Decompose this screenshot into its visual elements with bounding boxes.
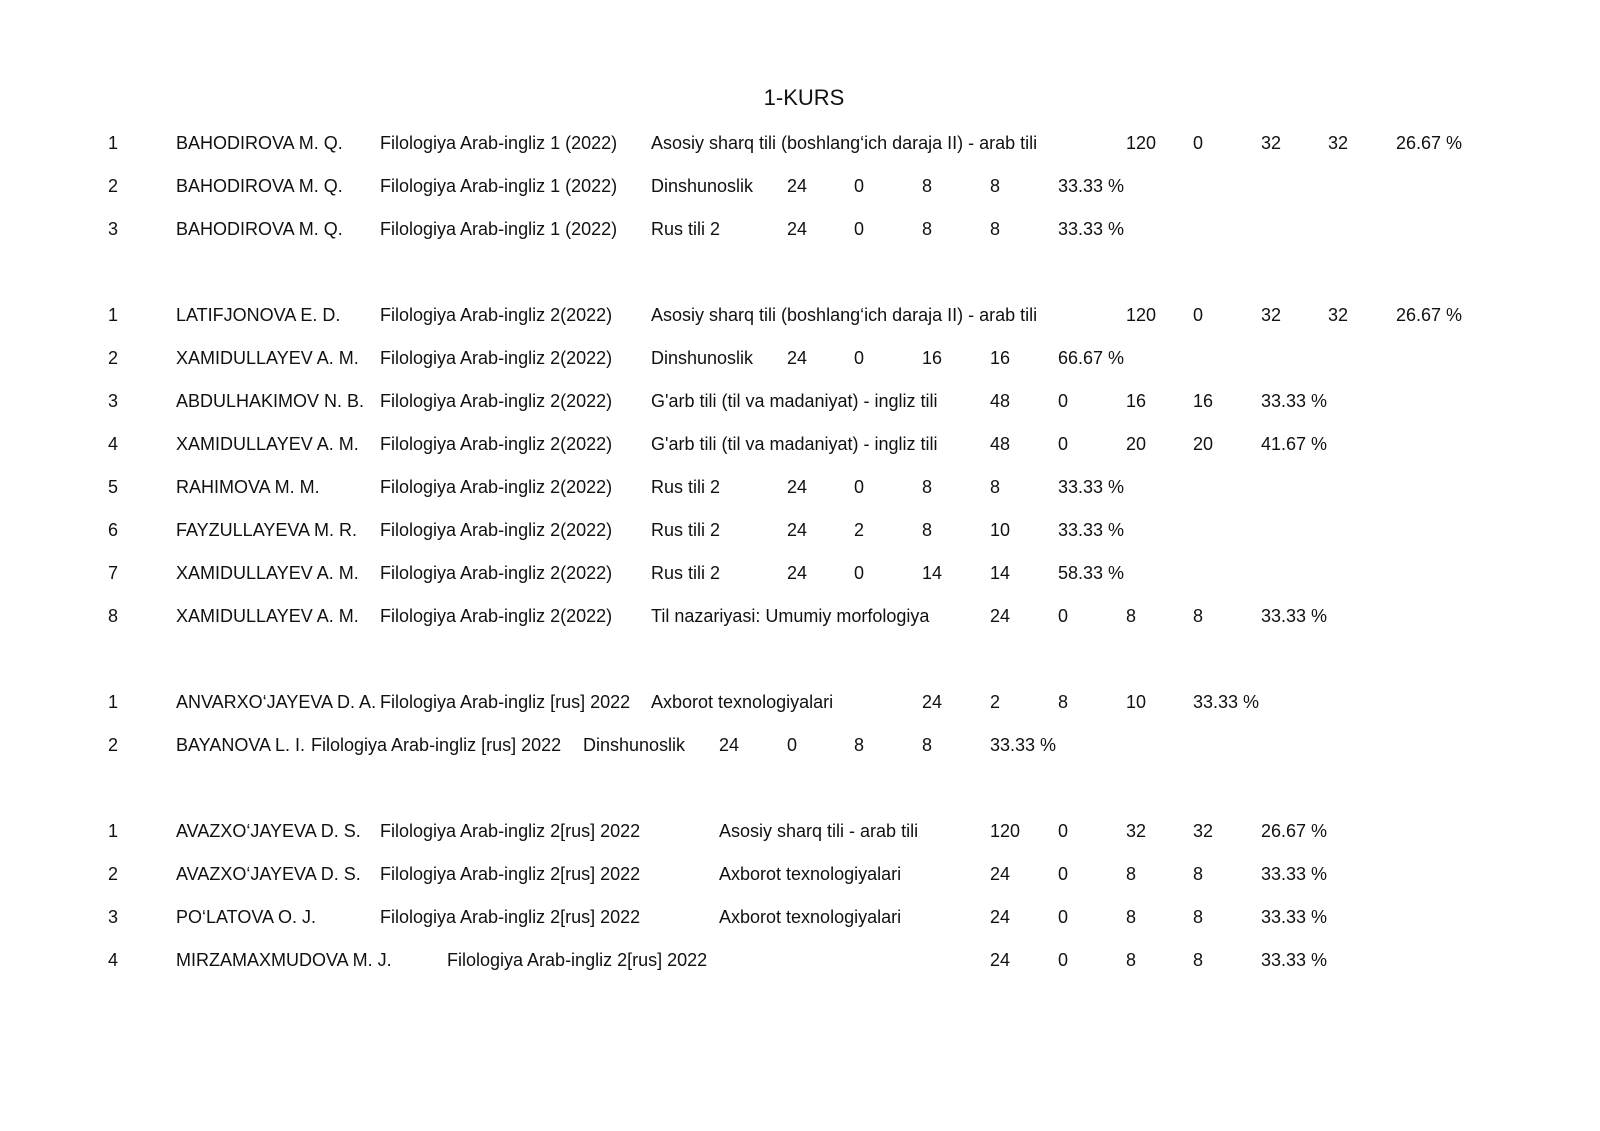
percentage: 33.33 % (1193, 692, 1260, 712)
teacher-name: PO‘LATOVA O. J. (176, 907, 317, 927)
table-row (0, 689, 1600, 715)
value-3: 8 (922, 477, 933, 497)
group-name: Filologiya Arab-ingliz 1 (2022) (380, 176, 618, 196)
value-2: 0 (1058, 864, 1069, 884)
total-hours: 120 (1126, 305, 1157, 325)
value-2: 0 (854, 176, 865, 196)
group-name: Filologiya Arab-ingliz 2[rus] 2022 (447, 950, 708, 970)
group-name: Filologiya Arab-ingliz 2(2022) (380, 520, 613, 540)
group-name: Filologiya Arab-ingliz 2(2022) (380, 563, 613, 583)
value-4: 32 (1328, 133, 1349, 153)
subject-name: Axborot texnologiyalari (719, 864, 902, 884)
value-2: 0 (1058, 821, 1069, 841)
total-hours: 24 (787, 219, 808, 239)
value-3: 8 (1126, 864, 1137, 884)
row-number: 1 (108, 305, 119, 325)
row-number: 3 (108, 907, 119, 927)
group-name: Filologiya Arab-ingliz 2[rus] 2022 (380, 864, 641, 884)
subject-name: Rus tili 2 (651, 477, 721, 497)
total-hours: 24 (719, 735, 740, 755)
subject-name: Til nazariyasi: Umumiy morfologiya (651, 606, 930, 626)
row-number: 5 (108, 477, 119, 497)
group-name: Filologiya Arab-ingliz 1 (2022) (380, 219, 618, 239)
subject-name: Dinshunoslik (651, 176, 754, 196)
subject-name: Rus tili 2 (651, 219, 721, 239)
teacher-name: BAHODIROVA M. Q. (176, 133, 343, 153)
value-4: 8 (1193, 864, 1204, 884)
value-2: 0 (854, 348, 865, 368)
teacher-name: FAYZULLAYEVA M. R. (176, 520, 358, 540)
percentage: 33.33 % (1261, 606, 1328, 626)
table-row (0, 560, 1600, 586)
subject-name: G'arb tili (til va madaniyat) - ingliz tili (651, 391, 938, 411)
table-row (0, 345, 1600, 371)
group-name: Filologiya Arab-ingliz 2(2022) (380, 305, 613, 325)
table-row (0, 818, 1600, 844)
value-4: 16 (990, 348, 1011, 368)
subject-name: Dinshunoslik (583, 735, 686, 755)
value-3: 8 (1058, 692, 1069, 712)
percentage: 33.33 % (1058, 520, 1125, 540)
table-row (0, 732, 1600, 758)
percentage: 66.67 % (1058, 348, 1125, 368)
value-2: 0 (1193, 305, 1204, 325)
page-title: 1-KURS (763, 85, 845, 110)
row-number: 8 (108, 606, 119, 626)
row-number: 2 (108, 176, 119, 196)
value-2: 0 (787, 735, 798, 755)
percentage: 58.33 % (1058, 563, 1125, 583)
table-row (0, 130, 1600, 156)
value-4: 8 (922, 735, 933, 755)
value-3: 14 (922, 563, 943, 583)
percentage: 26.67 % (1396, 305, 1463, 325)
teacher-name: XAMIDULLAYEV A. M. (176, 606, 359, 626)
value-2: 0 (854, 563, 865, 583)
subject-name: Asosiy sharq tili (boshlang‘ich daraja II) - arab tili (651, 305, 1038, 325)
total-hours: 120 (1126, 133, 1157, 153)
row-number: 2 (108, 348, 119, 368)
total-hours: 24 (990, 907, 1011, 927)
percentage: 41.67 % (1261, 434, 1328, 454)
group-name: Filologiya Arab-ingliz 2(2022) (380, 477, 613, 497)
row-number: 6 (108, 520, 119, 540)
value-2: 0 (854, 219, 865, 239)
subject-name: Rus tili 2 (651, 520, 721, 540)
total-hours: 48 (990, 391, 1011, 411)
total-hours: 24 (787, 176, 808, 196)
percentage: 33.33 % (1058, 477, 1125, 497)
subject-name: Asosiy sharq tili (boshlang‘ich daraja II) - arab tili (651, 133, 1038, 153)
value-3: 32 (1261, 305, 1282, 325)
teacher-name: ABDULHAKIMOV N. B. (176, 391, 365, 411)
value-4: 20 (1193, 434, 1214, 454)
value-3: 20 (1126, 434, 1147, 454)
table-row (0, 474, 1600, 500)
value-3: 32 (1126, 821, 1147, 841)
teacher-name: XAMIDULLAYEV A. M. (176, 434, 359, 454)
row-number: 4 (108, 434, 119, 454)
row-number: 4 (108, 950, 119, 970)
total-hours: 24 (922, 692, 943, 712)
value-3: 16 (922, 348, 943, 368)
group-name: Filologiya Arab-ingliz 2[rus] 2022 (380, 907, 641, 927)
table-row (0, 388, 1600, 414)
subject-name: Rus tili 2 (651, 563, 721, 583)
value-4: 32 (1193, 821, 1214, 841)
value-3: 8 (1126, 950, 1137, 970)
value-3: 8 (922, 219, 933, 239)
value-2: 0 (1193, 133, 1204, 153)
value-3: 8 (1126, 907, 1137, 927)
value-3: 8 (1126, 606, 1137, 626)
teacher-name: MIRZAMAXMUDOVA M. J. (176, 950, 392, 970)
row-number: 1 (108, 692, 119, 712)
subject-name: Axborot texnologiyalari (719, 907, 902, 927)
table-row (0, 302, 1600, 328)
value-2: 0 (1058, 907, 1069, 927)
value-4: 8 (1193, 950, 1204, 970)
group-name: Filologiya Arab-ingliz [rus] 2022 (311, 735, 562, 755)
table-row (0, 517, 1600, 543)
percentage: 33.33 % (1261, 950, 1328, 970)
row-number: 7 (108, 563, 119, 583)
subject-name: Axborot texnologiyalari (651, 692, 834, 712)
teacher-name: LATIFJONOVA E. D. (176, 305, 341, 325)
teacher-name: ANVARXO‘JAYEVA D. A. (176, 692, 377, 712)
row-number: 2 (108, 864, 119, 884)
percentage: 33.33 % (990, 735, 1057, 755)
value-3: 8 (922, 176, 933, 196)
row-number: 2 (108, 735, 119, 755)
table-row (0, 431, 1600, 457)
total-hours: 24 (787, 563, 808, 583)
total-hours: 24 (990, 606, 1011, 626)
group-name: Filologiya Arab-ingliz 2[rus] 2022 (380, 821, 641, 841)
teacher-name: AVAZXO‘JAYEVA D. S. (176, 864, 361, 884)
percentage: 33.33 % (1058, 219, 1125, 239)
value-2: 0 (854, 477, 865, 497)
total-hours: 48 (990, 434, 1011, 454)
value-2: 2 (854, 520, 865, 540)
total-hours: 24 (990, 864, 1011, 884)
teacher-name: XAMIDULLAYEV A. M. (176, 348, 359, 368)
value-3: 8 (854, 735, 865, 755)
teacher-name: XAMIDULLAYEV A. M. (176, 563, 359, 583)
table-row (0, 904, 1600, 930)
value-2: 0 (1058, 950, 1069, 970)
value-2: 0 (1058, 606, 1069, 626)
total-hours: 24 (787, 348, 808, 368)
value-4: 14 (990, 563, 1011, 583)
percentage: 33.33 % (1261, 391, 1328, 411)
teacher-name: RAHIMOVA M. M. (176, 477, 320, 497)
value-3: 32 (1261, 133, 1282, 153)
value-2: 0 (1058, 391, 1069, 411)
row-number: 3 (108, 391, 119, 411)
total-hours: 24 (787, 477, 808, 497)
percentage: 26.67 % (1396, 133, 1463, 153)
value-4: 8 (1193, 606, 1204, 626)
value-4: 8 (1193, 907, 1204, 927)
value-3: 16 (1126, 391, 1147, 411)
subject-name: Asosiy sharq tili - arab tili (719, 821, 919, 841)
group-name: Filologiya Arab-ingliz 1 (2022) (380, 133, 618, 153)
value-4: 16 (1193, 391, 1214, 411)
table-row (0, 603, 1600, 629)
group-name: Filologiya Arab-ingliz 2(2022) (380, 606, 613, 626)
value-3: 8 (922, 520, 933, 540)
percentage: 33.33 % (1261, 907, 1328, 927)
total-hours: 24 (787, 520, 808, 540)
value-4: 8 (990, 477, 1001, 497)
subject-name: Dinshunoslik (651, 348, 754, 368)
value-4: 10 (1126, 692, 1147, 712)
value-4: 32 (1328, 305, 1349, 325)
group-name: Filologiya Arab-ingliz 2(2022) (380, 348, 613, 368)
value-4: 8 (990, 219, 1001, 239)
percentage: 33.33 % (1261, 864, 1328, 884)
subject-name: G'arb tili (til va madaniyat) - ingliz tili (651, 434, 938, 454)
table-row (0, 173, 1600, 199)
table-row (0, 861, 1600, 887)
table-row (0, 947, 1600, 973)
value-4: 8 (990, 176, 1001, 196)
group-name: Filologiya Arab-ingliz 2(2022) (380, 434, 613, 454)
teacher-name: BAYANOVA L. I. (176, 735, 306, 755)
teacher-name: AVAZXO‘JAYEVA D. S. (176, 821, 361, 841)
percentage: 26.67 % (1261, 821, 1328, 841)
row-number: 3 (108, 219, 119, 239)
percentage: 33.33 % (1058, 176, 1125, 196)
teacher-name: BAHODIROVA M. Q. (176, 176, 343, 196)
total-hours: 24 (990, 950, 1011, 970)
value-4: 10 (990, 520, 1011, 540)
table-row (0, 216, 1600, 242)
value-2: 0 (1058, 434, 1069, 454)
group-name: Filologiya Arab-ingliz [rus] 2022 (380, 692, 631, 712)
teacher-name: BAHODIROVA M. Q. (176, 219, 343, 239)
row-number: 1 (108, 133, 119, 153)
total-hours: 120 (990, 821, 1021, 841)
value-2: 2 (990, 692, 1001, 712)
row-number: 1 (108, 821, 119, 841)
group-name: Filologiya Arab-ingliz 2(2022) (380, 391, 613, 411)
